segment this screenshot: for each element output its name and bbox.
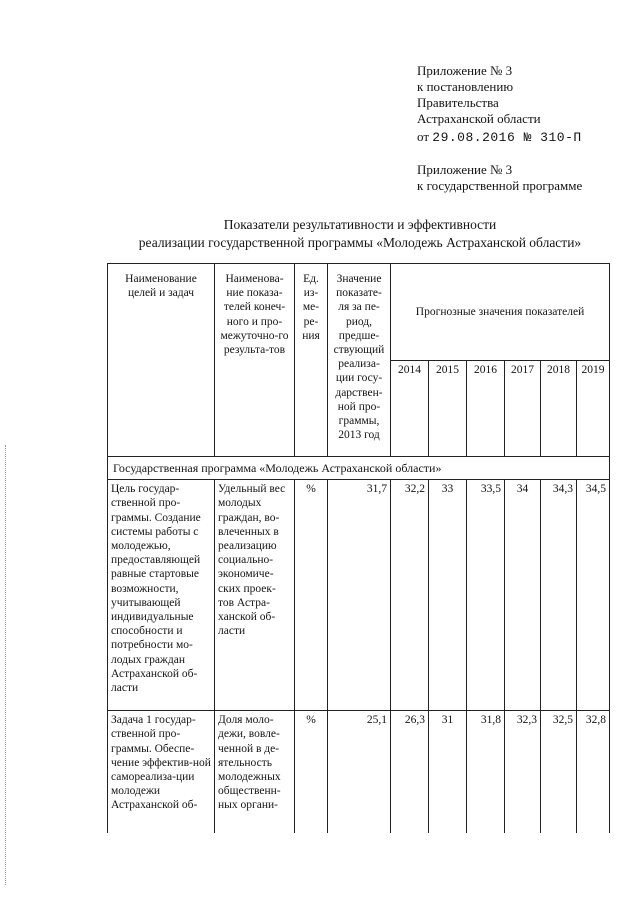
col-header-base-value: Значение показате-ля за пе-риод, предше-ствующий реализа-ции госу-дарствен-ной про-граммы, 2013 год (328, 264, 391, 457)
year-header: 2014 (391, 360, 429, 457)
col-header-indicators: Наименова-ние показа-телей конеч-ного и про-межуточно-го результа-тов (215, 264, 295, 457)
forecast-value-cell: 26,3 (391, 711, 429, 834)
year-header: 2016 (467, 360, 505, 457)
forecast-value-cell: 31 (429, 711, 467, 834)
forecast-value-cell: 34,5 (577, 480, 610, 711)
year-header: 2018 (541, 360, 577, 457)
region-line: Астраханской области (417, 111, 541, 126)
document-header (417, 63, 582, 194)
year-header: 2015 (429, 360, 467, 457)
base-value-cell: 25,1 (328, 711, 391, 834)
table-row (108, 711, 610, 834)
program-title-cell: Государственная программа «Молодежь Астраханской области» (108, 457, 610, 480)
goal-cell: Цель государ-ственной про-граммы. Создание системы работы с молодежью, предоставляющей равные стартовые возможности, учитывающей индивидуальные способности и потребности мо-лодых граждан Астраханской об-ласти (108, 480, 215, 711)
page-title-line1: Показатели результативности и эффективности (223, 217, 497, 232)
forecast-value-cell: 31,8 (467, 711, 505, 834)
appendix2-line: Приложение № 3 (417, 162, 513, 177)
year-header: 2017 (505, 360, 541, 457)
forecast-value-cell: 32,3 (505, 711, 541, 834)
date-prefix: от (417, 129, 430, 144)
indicator-cell: Доля моло-дежи, вовле-ченной в де-ятельность молодежных общественн-ных органи- (215, 711, 295, 834)
table-row (108, 480, 610, 711)
forecast-value-cell: 32,2 (391, 480, 429, 711)
forecast-value-cell: 34 (505, 480, 541, 711)
government-line: Правительства (417, 95, 499, 110)
page-title-line2: реализации государственной программы «Молодежь Астраханской области» (138, 235, 582, 250)
unit-cell: % (295, 711, 328, 834)
forecast-value-cell: 32,8 (577, 711, 610, 834)
scan-margin-marks (5, 445, 7, 885)
base-value-cell: 31,7 (328, 480, 391, 711)
forecast-value-cell: 32,5 (541, 711, 577, 834)
forecast-value-cell: 34,3 (541, 480, 577, 711)
forecast-value-cell: 33,5 (467, 480, 505, 711)
goal-cell: Задача 1 государ-ственной про-граммы. Обеспе-чение эффектив-ной самореализа-ции молодежи Астраханской об- (108, 711, 215, 834)
col-header-goals: Наименование целей и задач (108, 264, 215, 457)
date-stamp: 29.08.2016 № 310-П (432, 130, 582, 145)
col-header-forecast: Прогнозные значения показателей (391, 264, 610, 361)
to-resolution-line: к постановлению (417, 79, 514, 94)
year-header: 2019 (577, 360, 610, 457)
to-program-line: к государственной программе (417, 178, 583, 193)
indicator-cell: Удельный вес молодых граждан, во-влеченных в реализацию социально-экономиче-ских проек-тов Астра-ханской об-ласти (215, 480, 295, 711)
forecast-value-cell: 33 (429, 480, 467, 711)
indicators-table (107, 263, 610, 833)
program-row (108, 457, 610, 480)
unit-cell: % (295, 480, 328, 711)
date-line (417, 129, 582, 146)
col-header-unit: Ед. из-ме-ре-ния (295, 264, 328, 457)
table-header-row (108, 264, 610, 361)
appendix-line: Приложение № 3 (417, 63, 513, 78)
